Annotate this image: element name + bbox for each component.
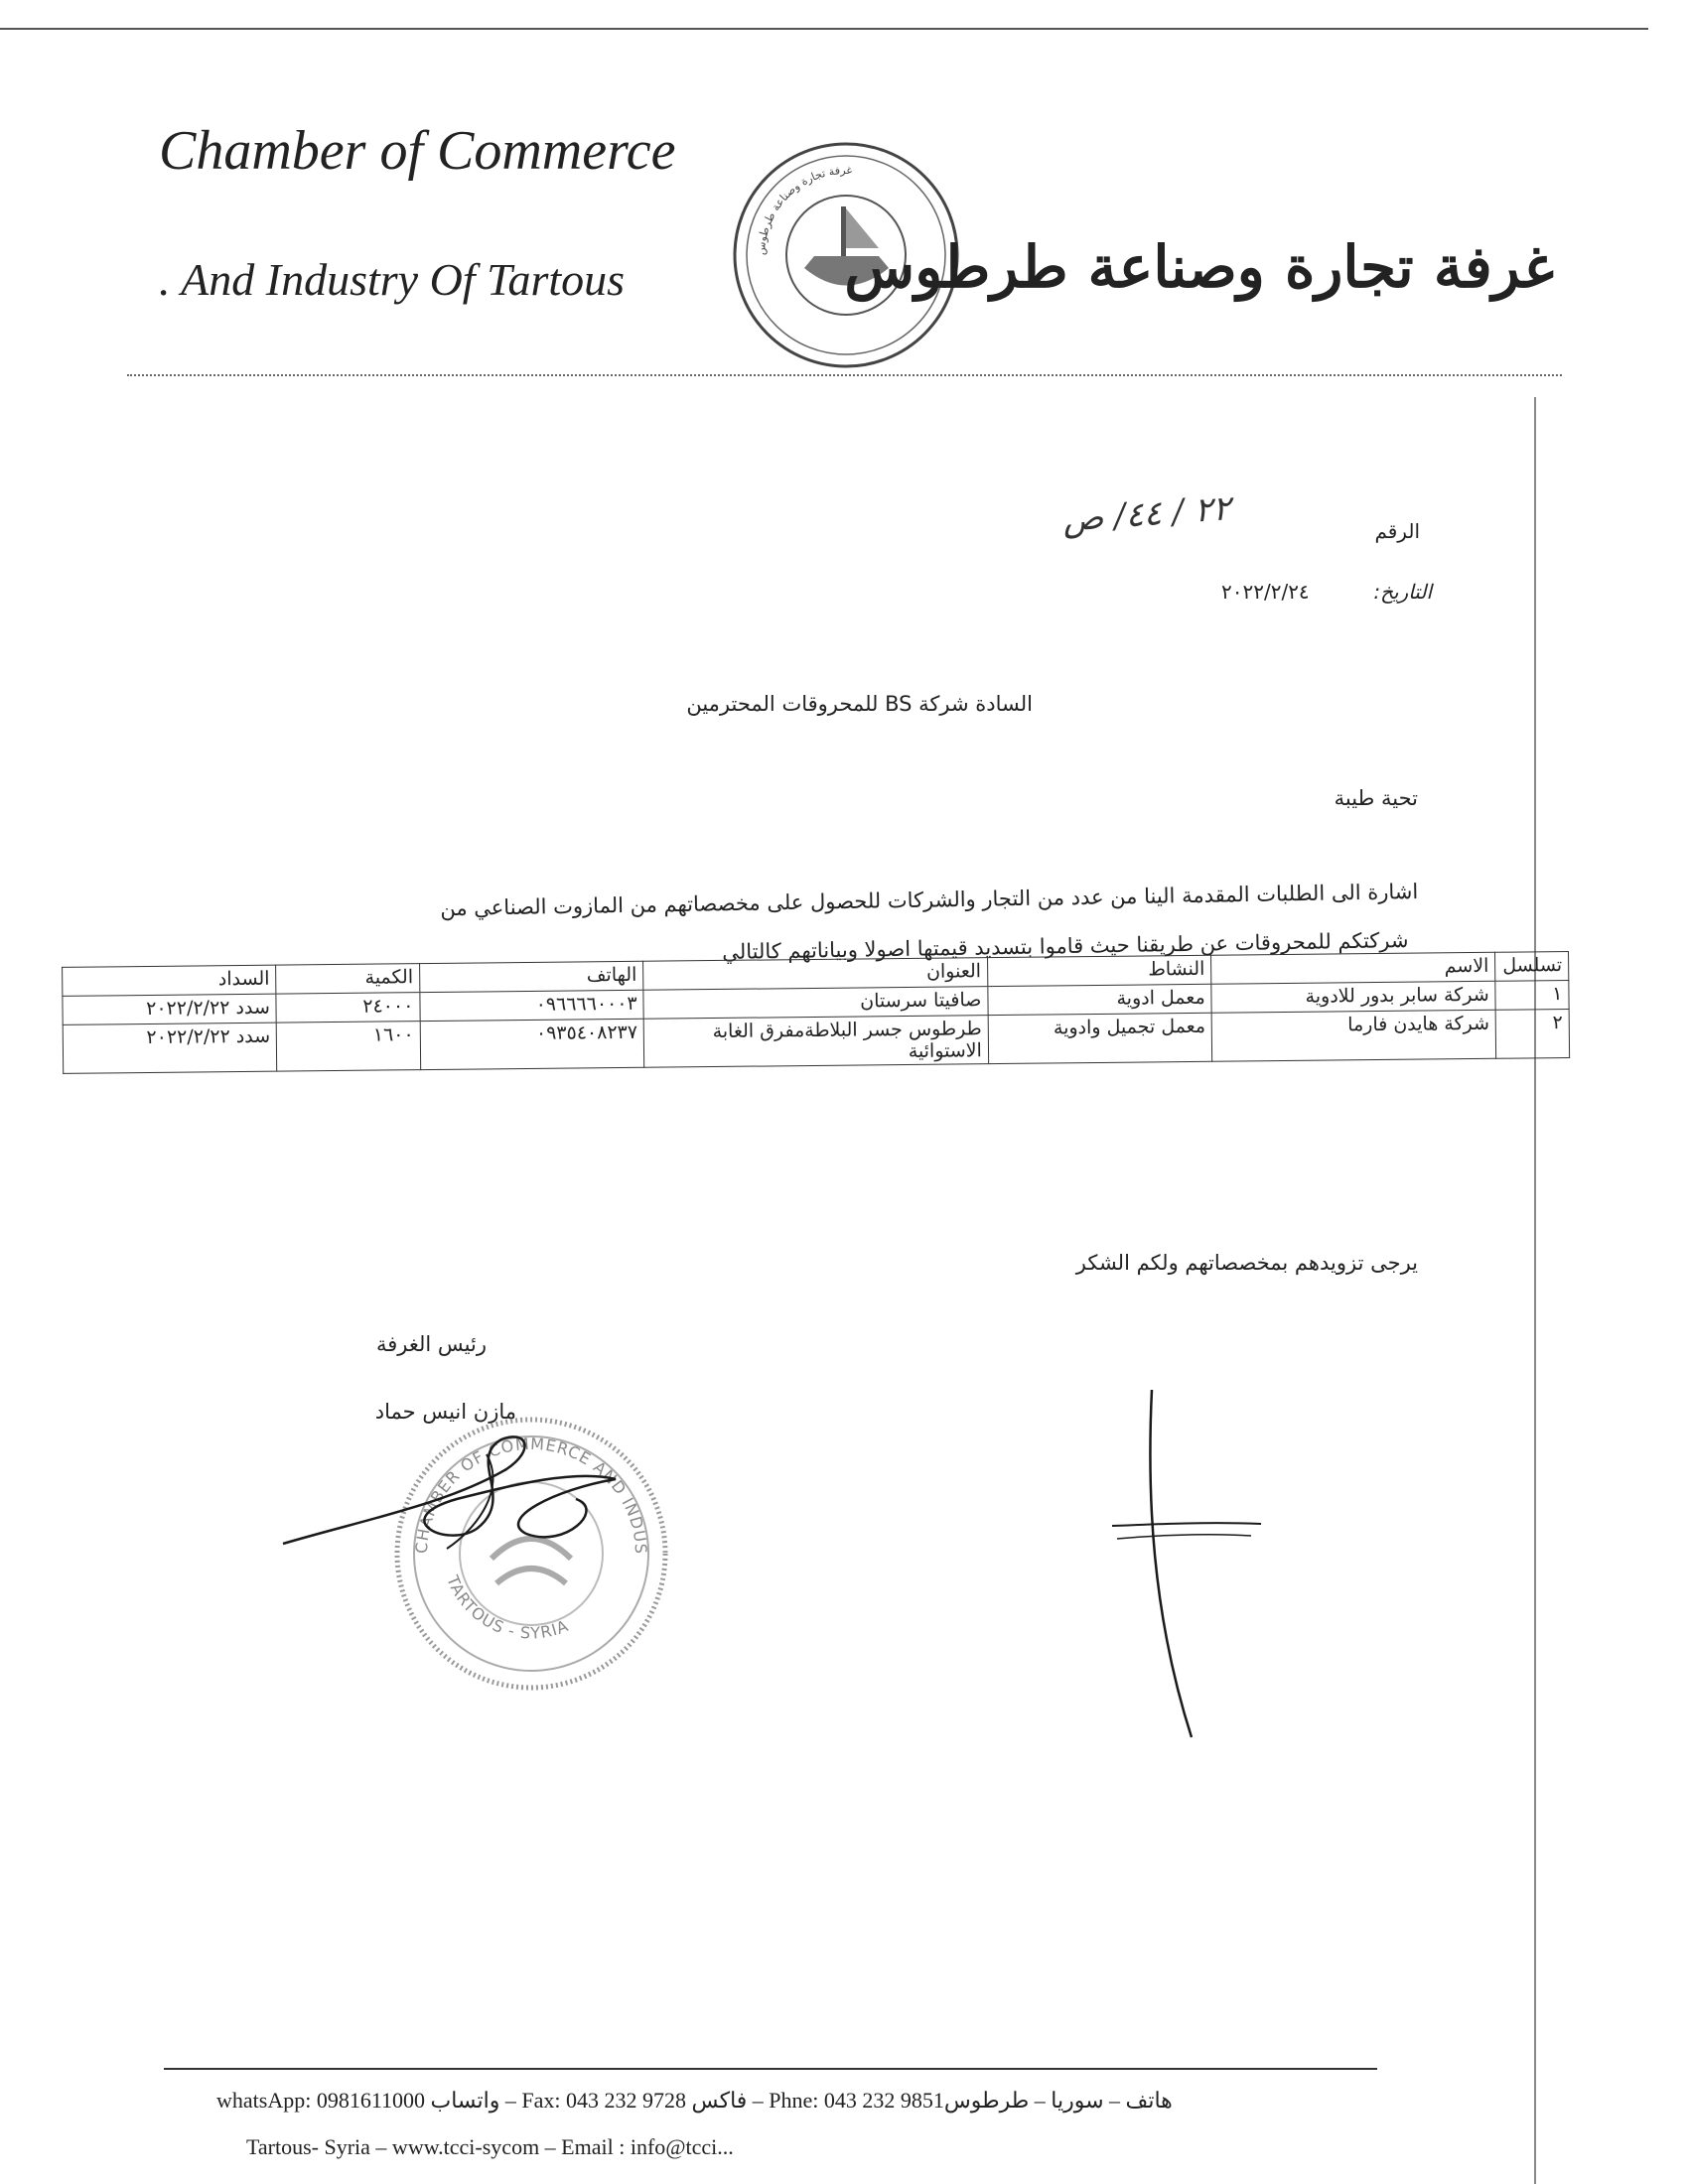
letterhead-title-en-line2: . And Industry Of Tartous (159, 254, 626, 305)
cell-serial: ٢ (1495, 1010, 1569, 1059)
cell-activity: معمل تجميل وادوية (988, 1013, 1212, 1063)
cell-activity: معمل ادوية (988, 984, 1212, 1015)
cell-name: شركة هايدن فارما (1211, 1010, 1496, 1061)
letter-body-line2: شركتكم للمحروقات عن طريقنا حيث قاموا بتسديد قيمتها اصولا وبياناتهم كالتالي (721, 928, 1409, 965)
signatory-role: رئيس الغرفة (375, 1332, 487, 1356)
cell-payment: سدد ٢٠٢٢/٢/٢٢ (63, 994, 277, 1024)
top-edge-line (0, 28, 1648, 30)
letter-body-line1: اشارة الى الطلبات المقدمة الينا من عدد من التجار والشركات للحصول على مخصصاتهم من المازوت الصناعي من (440, 880, 1419, 921)
header-payment: السداد (63, 965, 277, 996)
svg-text:غرفة تجارة وصناعة طرطوس: غرفة تجارة وصناعة طرطوس (754, 163, 853, 256)
cell-phone: ٠٩٣٥٤٠٨٢٣٧ (420, 1019, 644, 1069)
header-activity: النشاط (987, 955, 1211, 986)
second-signature (1102, 1375, 1271, 1752)
reference-number-handwritten: ٢٢ / ٤٤/ ص (1060, 488, 1232, 540)
cell-phone: ٠٩٦٦٦٦٠٠٠٣ (420, 990, 644, 1021)
letter-greeting: تحية طيبة (1334, 786, 1418, 810)
signatory-name: مازن انيس حماد (374, 1400, 516, 1424)
cell-name: شركة سابر بدور للادوية (1211, 981, 1495, 1013)
cell-address: صافيتا سرستان (643, 987, 988, 1020)
header-name: الاسم (1211, 952, 1495, 984)
header-quantity: الكمية (276, 964, 420, 995)
footer-contact-line1: whatsApp: 0981611000 واتساب – Fax: 043 232 9728 فاكس – Phne: 043 232 9851هاتف – سوريا – طرطوس (216, 2088, 1173, 2113)
svg-text:TARTOUS - SYRIA: TARTOUS - SYRIA (443, 1572, 572, 1643)
letterhead-divider (127, 374, 1562, 376)
president-signature (278, 1410, 715, 1578)
footer-divider (164, 2068, 1377, 2070)
footer-contact-line2: Tartous- Syria – www.tcci-sycom – Email : info@tcci... (246, 2134, 734, 2159)
letterhead-title-en-line1: Chamber of Commerce (159, 120, 676, 182)
reference-date-label: التاريخ: (1373, 580, 1432, 604)
svg-text:CHAMBER OF COMMERCE AND INDUST: CHAMBER OF COMMERCE AND INDUS (411, 1433, 651, 1556)
allocations-table (62, 951, 1570, 1074)
header-serial: تسلسل (1495, 952, 1569, 982)
letter-closing: يرجى تزويدهم بمخصصاتهم ولكم الشكر (1075, 1251, 1418, 1275)
letter-addressee: السادة شركة BS للمحروقات المحترمين (686, 692, 1033, 716)
header-address: العنوان (643, 958, 988, 991)
reference-date-value: ٢٠٢٢/٢/٢٤ (1221, 580, 1310, 604)
letterhead-title-ar: غرفة تجارة وصناعة طرطوس (844, 233, 1554, 301)
cell-quantity: ١٦٠٠ (276, 1022, 420, 1072)
cell-payment: سدد ٢٠٢٢/٢/٢٢ (63, 1023, 277, 1073)
cell-serial: ١ (1495, 981, 1569, 1011)
cell-quantity: ٢٤٠٠٠ (276, 993, 420, 1024)
reference-number-label: الرقم (1374, 519, 1420, 543)
right-edge-line (1534, 397, 1536, 2184)
header-phone: الهاتف (419, 961, 643, 992)
cell-address: طرطوس جسر البلاطةمفرق الغابة الاستوائية (643, 1016, 988, 1068)
